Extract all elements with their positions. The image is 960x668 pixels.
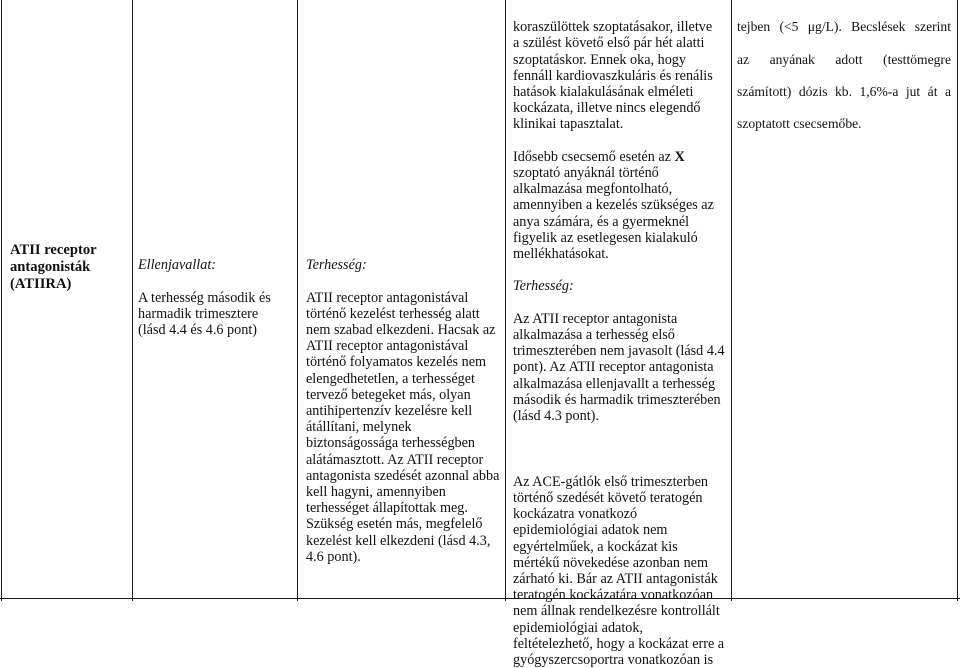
smpc-pregnancy-cell	[306, 241, 506, 565]
milk-line-1: tejben (<5 μg/L). Becslések szerint	[737, 19, 951, 35]
contraindication-text: A terhesség második és harmadik trimesztere (lásd 4.4 és 4.6 pont)	[138, 289, 271, 339]
lactation-pregnancy-heading: Terhesség:	[513, 278, 574, 295]
older-infant-text: Idősebb csecsemő esetén az X szoptató anyáknál történő alkalmazása megfontolható, amennyiben a kezelés szükséges az anya számára, és a gyermeknél figyelik az esetlegesen kialakuló mellékhatásokat.	[513, 148, 714, 263]
smpc-pregnancy-heading: Terhesség:	[306, 257, 367, 274]
substance-name: ATII receptor antagonisták (ATIIRA)	[10, 242, 97, 292]
milk-excretion-cell	[737, 3, 951, 149]
smpc-pregnancy-text: ATII receptor antagonistával történő kezelést terhesség alatt nem szabad elkezdeni. Hacsak az ATII receptor antagonistával történő folyamatos kezelés nem elengedhetetlen, a terhességet tervező betegeket más, olyan antihipertenzív kezelésre kell átállítani, melynek biztonságossága terhességben alátámasztott. Az ATII receptor antagonista szedését azonnal abba kell hagyni, amennyiben terhességet állapítottak meg. Szükség esetén más, megfelelő kezelést kell elkezdeni (lásd 4.3, 4.6 pont).	[306, 289, 500, 565]
contraindication-heading: Ellenjavallat:	[138, 257, 217, 274]
lactation-cell	[513, 3, 735, 668]
table-border-right	[957, 0, 958, 601]
lactation-pregnancy-text: Az ATII receptor antagonista alkalmazása a terhesség első trimeszterében nem javasolt (lásd 4.4 pont). Az ATII receptor antagonista alkalmazása ellenjavallt a terhesség második és harmadik trimeszterében (lásd 4.3 pont).	[513, 310, 725, 425]
milk-line-2: az anyának adott (testtömegre	[737, 51, 951, 67]
table-divider-1	[132, 0, 133, 601]
lactation-top-text: koraszülöttek szoptatásakor, illetve a szülést követő első pár hét alatti szoptatáskor. Ennek oka, hogy fennáll kardiovaszkuláris és renális hatások kialakulásának elméleti kockázata, illetve nincs elegendő klinikai tapasztalat.	[513, 19, 713, 133]
milk-line-4: szoptatott csecsemőbe.	[737, 116, 862, 132]
substance-x-marker: X	[674, 148, 685, 165]
table-divider-2	[297, 0, 298, 601]
ace-inhibitor-text: Az ACE-gátlók első trimeszterben történő szedését követő teratogén kockázatra vonatkozó epidemiológiai adatok nem egyértelműek, a kockázat kis mértékű növekedése azonban nem zárható ki. Bár az ATII antagonisták teratogén kockázatára vonatkozóan nem állnak rendelkezésre kontrollált epidemiológiai adatok, feltételezhető, hogy a kockázat erre a gyógyszercsoportra vonatkozóan is	[513, 473, 725, 668]
contraindication-cell	[138, 241, 294, 338]
table-border-left	[1, 0, 2, 601]
milk-line-3: számított) dózis kb. 1,6%-a jut át a	[737, 84, 951, 100]
table-border-bottom	[0, 598, 960, 599]
